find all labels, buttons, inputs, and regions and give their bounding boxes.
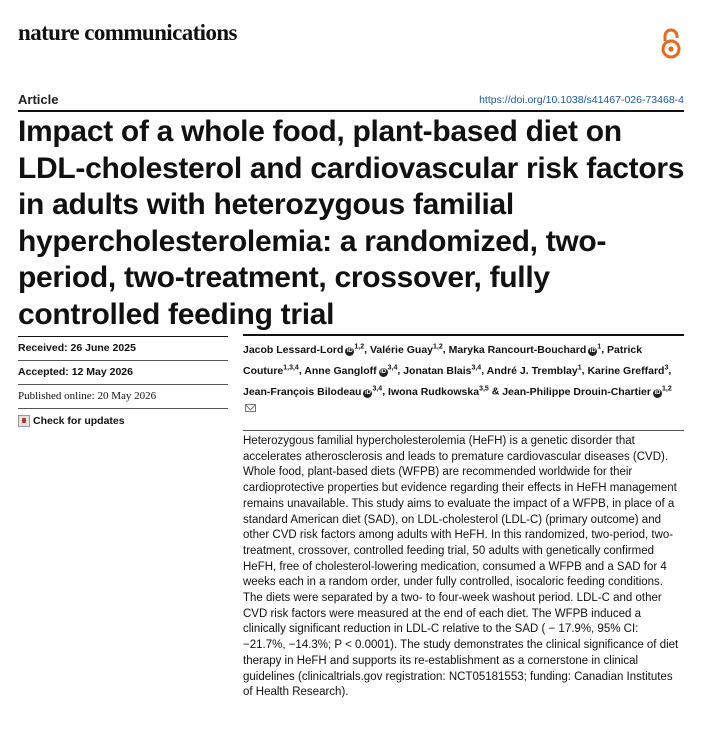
orcid-icon[interactable]: iD — [654, 389, 661, 396]
author[interactable] — [304, 365, 397, 377]
abstract: Heterozygous familial hypercholesterolemia (HeFH) is a genetic disorder that accelerates atherosclerosis and leads to premature cardiovascular diseases (CVD). Whole food, plant-based diets (WFPB) are recommended worldwide for their cardioprotective properties but evidence regarding their effects in HeFH management remains unavailable. This study aims to evaluate the impact of a WFPB, in place of a standard American diet (SAD), on LDL-cholesterol (LDL-C) (primary outcome) and other CVD risk factors among adults with HeFH. In this randomized, two-period, two-treatment, crossover, controlled feeding trial, 50 adults with genetically confirmed HeFH, free of cholesterol-lowering medication, consumed a WFPB and a SAD for 4 weeks each in a random order, under fully controlled, isocaloric feeding conditions. The diets were separated by a two- to four-week washout period. LDL-C and other CVD risk factors were measured at the end of each diet. The WFPB induced a clinically significant reduction in LDL-C relative to the SAD ( − 17.9%, 95% CI: −21.7%, −14.3%; P < 0.0001). The study demonstrates the clinical significance of diet therapy in HeFH and supports its re-establishment as a cornerstone in clinical guidelines (clinicaltrials.gov registration: NCT05181553; funding: Canadian Institutes of Health Research). — [243, 435, 679, 699]
header-divider — [18, 110, 684, 112]
author[interactable] — [403, 365, 481, 377]
affiliation-marker: 1,3,4 — [283, 364, 299, 371]
author-name: Jonatan Blais — [403, 364, 472, 377]
author[interactable] — [243, 344, 364, 356]
dates-panel — [18, 336, 228, 427]
affiliation-marker: 1,2 — [433, 343, 443, 350]
affiliation-marker: 3,4 — [387, 364, 398, 371]
author-name: Iwona Rudkowska — [388, 385, 480, 398]
author[interactable] — [388, 386, 489, 398]
check-updates-label: Check for updates — [33, 415, 125, 427]
abstract-divider — [243, 430, 684, 431]
published-label: Published online: — [18, 390, 95, 402]
author-name: André J. Tremblay — [486, 364, 578, 377]
author-name: Maryka Rancourt-Bouchard — [448, 343, 587, 356]
authors-divider — [243, 334, 684, 336]
check-updates-icon — [18, 415, 30, 427]
affiliation-marker: 1 — [577, 364, 582, 371]
orcid-icon[interactable]: iD — [380, 368, 387, 375]
affiliation-marker: 1,2 — [662, 385, 672, 392]
received-value: 26 June 2025 — [70, 342, 136, 354]
author-list: Jacob Lessard-Lord iD$^{1,2}$, Valérie Guay$^{1,2}$, Maryka Rancourt-Bouchard $iD^1$, Patrick Couture$^{1,3,4}$, Anne Gangloff iD$^{3,4}$, Jonatan Blais$^{3,4}$, André J. Tremblay$^1$, Karine Greffard$^3$, Jean-François Bilodeau iD$^{3,4}$, Iwona Rudkowska$^{3,5}$ & Jean-Philippe Drouin-Chartier iD$^{1,2}$ — [243, 338, 683, 419]
author-name: Valérie Guay — [369, 343, 433, 356]
affiliation-marker: 3,5 — [479, 385, 489, 392]
received-label: Received: — [18, 342, 68, 354]
affiliation-marker: 3,4 — [372, 385, 383, 392]
author[interactable] — [370, 344, 443, 356]
author-name: Anne Gangloff — [304, 364, 377, 377]
received-date — [18, 336, 228, 360]
author[interactable] — [243, 386, 382, 398]
doi-link[interactable]: https://doi.org/10.1038/s41467-026-73468-4 — [479, 94, 684, 106]
accepted-value: 12 May 2026 — [71, 366, 133, 378]
affiliation-marker: 3 — [664, 364, 669, 371]
accepted-label: Accepted: — [18, 366, 69, 378]
published-date — [18, 384, 228, 408]
orcid-icon[interactable]: iD — [364, 389, 371, 396]
email-icon[interactable] — [245, 404, 256, 412]
open-access-icon — [660, 28, 682, 60]
author[interactable] — [449, 344, 602, 356]
journal-name: nature communications — [18, 20, 237, 45]
accepted-date — [18, 360, 228, 384]
article-title: Impact of a whole food, plant-based diet on LDL-cholesterol and cardiovascular risk factors in adults with heterozygous familial hypercholesterolemia: a randomized, two-period, two-treatment, crossover, fully controlled feeding trial — [18, 115, 685, 331]
affiliation-marker: 1,2 — [354, 343, 365, 350]
author[interactable] — [587, 365, 668, 377]
check-for-updates-button[interactable] — [18, 408, 228, 427]
author[interactable] — [487, 365, 582, 377]
affiliation-marker: 1 — [597, 343, 602, 350]
author-name: Karine Greffard — [587, 364, 665, 377]
author-name: Jean-Philippe Drouin-Chartier — [502, 385, 651, 398]
author-name: Patrick Couture — [243, 343, 643, 377]
author-name: Jacob Lessard-Lord — [243, 343, 344, 356]
author-name: Jean-François Bilodeau — [243, 385, 362, 398]
published-value: 20 May 2026 — [97, 390, 157, 402]
article-type: Article — [18, 92, 59, 107]
orcid-icon[interactable]: iD — [589, 347, 596, 354]
affiliation-marker: 3,4 — [471, 364, 482, 371]
orcid-icon[interactable]: iD — [346, 347, 353, 354]
